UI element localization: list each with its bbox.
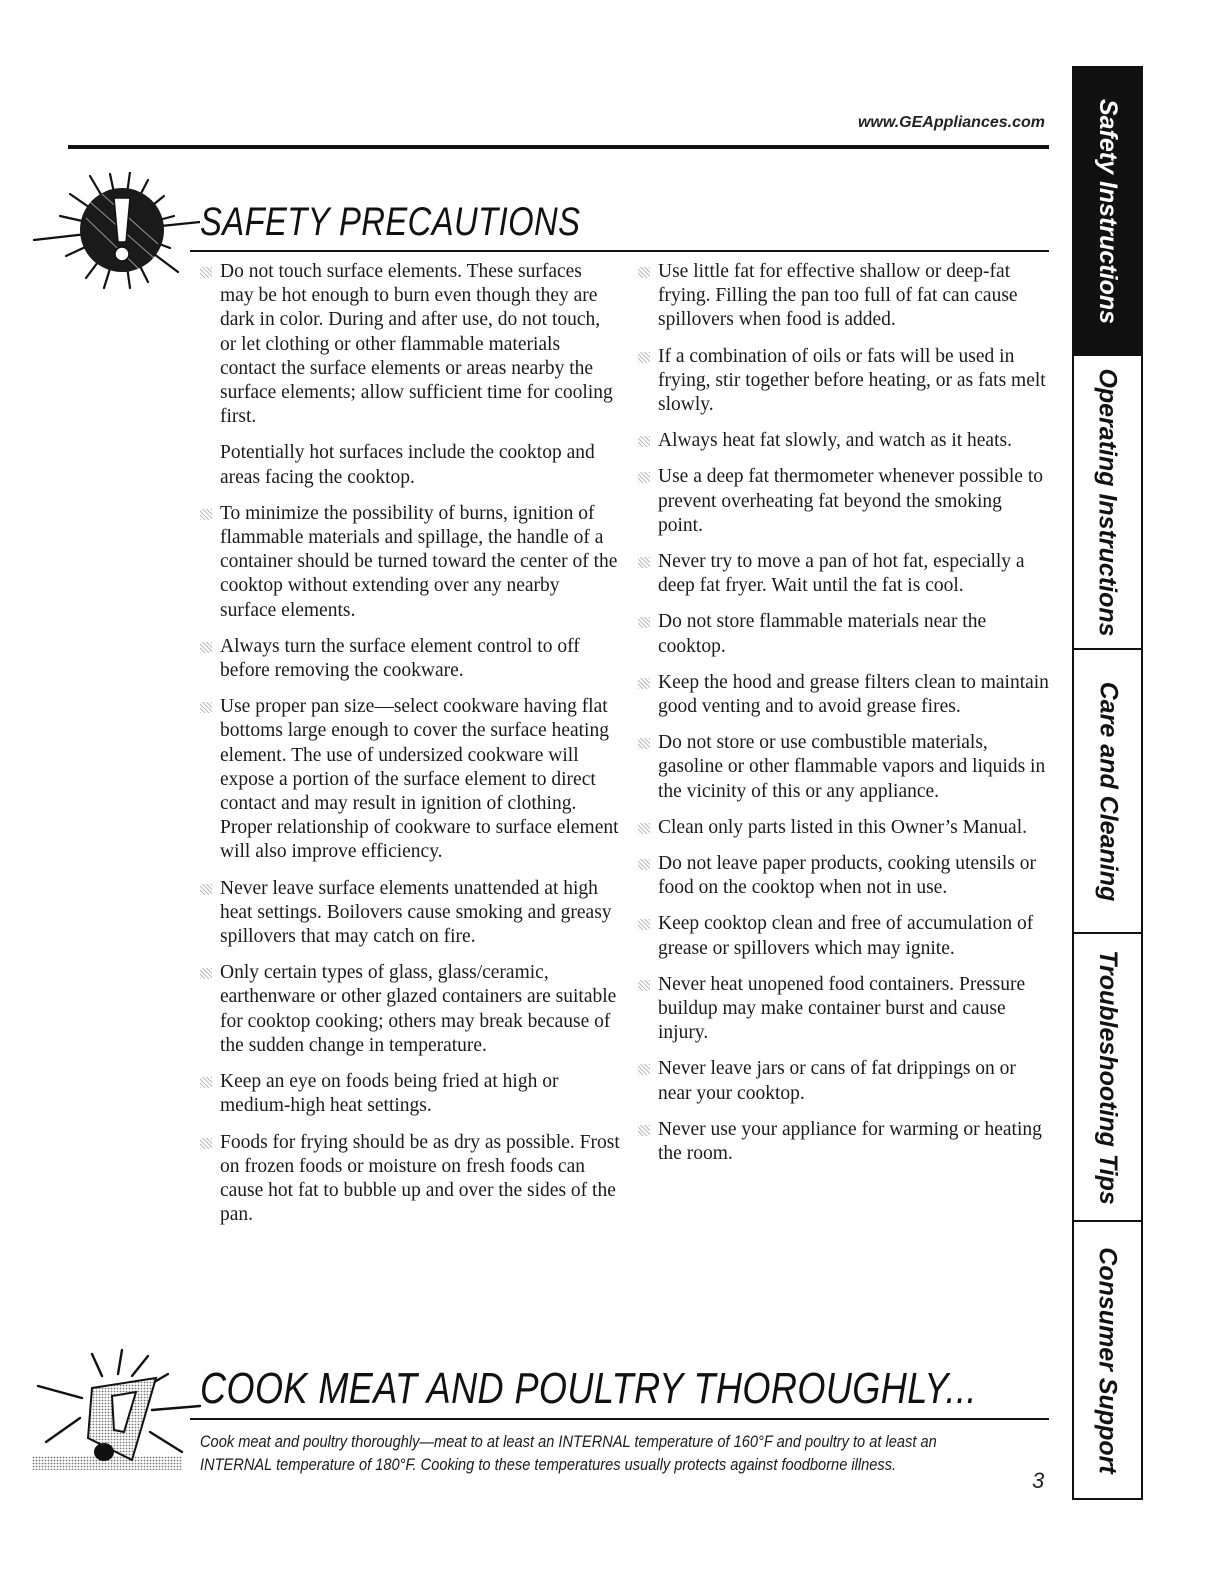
- item-text: Use a deep fat thermometer whenever possible to prevent overheating fat beyond the smoking point.: [658, 466, 1043, 536]
- item-text: If a combination of oils or fats will be used in frying, stir together before heating, or as fats melt slowly.: [658, 345, 1046, 416]
- caution-burst-icon: [32, 1348, 202, 1478]
- bullet-icon: [638, 557, 650, 568]
- tab-label: Operating Instructions: [1094, 367, 1122, 637]
- list-item: [638, 912, 1050, 960]
- item-text: Keep the hood and grease filters clean to maintain good venting and to avoid grease fires.: [658, 671, 1049, 718]
- item-text: Do not touch surface elements. These surfaces may be hot enough to burn even though they are dark in color. During and after use, do not touch, or let clothing or other flammable materials contact the surface elements or areas nearby the surface elements; allow sufficient time for cooling first.: [220, 261, 613, 428]
- cook-title-rule: [190, 1418, 1049, 1420]
- bullet-icon: [638, 352, 650, 363]
- tab-label: Care and Cleaning: [1094, 681, 1122, 901]
- item-text: Never use your appliance for warming or heating the room.: [658, 1118, 1042, 1165]
- tab-operating-instructions[interactable]: [1074, 354, 1141, 648]
- list-item: [638, 429, 1050, 453]
- left-column: [200, 260, 620, 1239]
- tab-consumer-support[interactable]: [1074, 1220, 1141, 1498]
- tab-safety-instructions[interactable]: [1074, 68, 1141, 354]
- list-item: [638, 1057, 1050, 1105]
- cook-meat-caption: [200, 1430, 937, 1476]
- caption-text: Cook meat and poultry thoroughly—meat to at least an INTERNAL temperature of 160°F and poultry to at least an INTERNAL temperature of 180°F. Cooking to these temperatures usually protects against foodborne illness.: [200, 1432, 937, 1474]
- list-item: [200, 877, 620, 950]
- bullet-icon: [200, 509, 212, 520]
- bullet-icon: [200, 642, 212, 653]
- bullet-icon: [638, 1064, 650, 1075]
- bullet-icon: [638, 980, 650, 991]
- item-text: Do not leave paper products, cooking utensils or food on the cooktop when not in use.: [658, 853, 1036, 899]
- list-item: [638, 260, 1050, 333]
- item-text: Clean only parts listed in this Owner’s Manual.: [658, 816, 1028, 838]
- list-item: [638, 550, 1050, 598]
- item-text: Only certain types of glass, glass/ceramic, earthenware or other glazed containers are suitable for cooktop cooking; others may break because of the sudden change in temperature.: [220, 962, 617, 1056]
- item-text: Never leave surface elements unattended at high heat settings. Boilovers cause smoking and greasy spillovers that may catch on fire.: [220, 877, 612, 948]
- bullet-icon: [638, 472, 650, 483]
- list-item: [638, 852, 1050, 900]
- list-item: [200, 695, 620, 864]
- bullet-icon: [638, 617, 650, 628]
- website-url: www.GEAppliances.com: [857, 114, 1045, 131]
- header-rule: [68, 145, 1049, 149]
- item-text: Do not store or use combustible materials, gasoline or other flammable vapors and liquids in the vicinity of this or any appliance.: [658, 732, 1046, 802]
- list-item: [638, 610, 1050, 658]
- list-item: [200, 635, 620, 683]
- tab-troubleshooting-tips[interactable]: [1074, 932, 1141, 1220]
- list-item: [638, 731, 1050, 804]
- item-text: To minimize the possibility of burns, ignition of flammable materials and spillage, the handle of a container should be turned toward the center of the cooktop without extending over any nearby surface elements.: [220, 502, 618, 621]
- cook-meat-title: COOK MEAT AND POULTRY THOROUGHLY...: [200, 1364, 977, 1413]
- bullet-icon: [200, 1138, 212, 1149]
- tab-label: Troubleshooting Tips: [1094, 949, 1123, 1205]
- item-text: Always turn the surface element control to off before removing the cookware.: [220, 635, 580, 682]
- bullet-icon: [638, 436, 650, 447]
- item-text: Use little fat for effective shallow or deep-fat frying. Filling the pan too full of fat can cause spillovers when food is added.: [658, 261, 1018, 331]
- list-item: [638, 671, 1050, 719]
- item-text: Keep an eye on foods being fried at high or medium-high heat settings.: [220, 1071, 559, 1117]
- safety-precautions-title: SAFETY PRECAUTIONS: [200, 200, 581, 244]
- item-text: Keep cooktop clean and free of accumulation of grease or spillovers which may ignite.: [658, 913, 1034, 959]
- list-item: [200, 961, 620, 1058]
- side-tab-strip: [1072, 66, 1143, 1500]
- list-item: [200, 1131, 620, 1228]
- bullet-icon: [200, 884, 212, 895]
- bullet-icon: [200, 968, 212, 979]
- bullet-icon: [200, 1077, 212, 1088]
- list-item: [200, 502, 620, 623]
- bullet-icon: [638, 823, 650, 834]
- item-note: Potentially hot surfaces include the cooktop and areas facing the cooktop.: [220, 442, 595, 488]
- item-text: Do not store flammable materials near the cooktop.: [658, 611, 987, 657]
- bullet-icon: [638, 1125, 650, 1136]
- item-text: Foods for frying should be as dry as possible. Frost on frozen foods or moisture on fresh foods can cause hot fat to bubble up and over the sides of the pan.: [220, 1131, 620, 1226]
- tab-label: Safety Instructions: [1094, 98, 1122, 324]
- safety-title-rule: [190, 250, 1049, 252]
- bullet-icon: [200, 267, 212, 278]
- list-item: [638, 816, 1050, 840]
- tab-label: Consumer Support: [1094, 1246, 1122, 1474]
- item-text: Never heat unopened food containers. Pressure buildup may make container burst and cause injury.: [658, 973, 1026, 1044]
- list-item: [638, 973, 1050, 1046]
- item-text: Always heat fat slowly, and watch as it heats.: [658, 430, 1012, 452]
- right-column: [638, 260, 1050, 1178]
- bullet-icon: [200, 702, 212, 713]
- tab-care-and-cleaning[interactable]: [1074, 648, 1141, 932]
- item-text: Never leave jars or cans of fat drippings on or near your cooktop.: [658, 1058, 1016, 1104]
- list-item: [638, 1118, 1050, 1166]
- bullet-icon: [638, 267, 650, 278]
- list-item: [638, 345, 1050, 418]
- item-text: Use proper pan size—select cookware having flat bottoms large enough to cover the surface heating element. The use of undersized cookware will expose a portion of the surface element to direct contact and may result in ignition of clothing. Proper relationship of cookware to surface element will also improve efficiency.: [220, 696, 619, 863]
- item-text: Never try to move a pan of hot fat, especially a deep fat fryer. Wait until the fat is cool.: [658, 551, 1025, 597]
- exclamation-burst-icon: [30, 172, 200, 290]
- bullet-icon: [638, 738, 650, 749]
- list-item: [200, 260, 620, 490]
- bullet-icon: [638, 919, 650, 930]
- list-item: [200, 1070, 620, 1118]
- bullet-icon: [638, 678, 650, 689]
- page-number: 3: [1032, 1468, 1045, 1493]
- bullet-icon: [638, 859, 650, 870]
- list-item: [638, 465, 1050, 538]
